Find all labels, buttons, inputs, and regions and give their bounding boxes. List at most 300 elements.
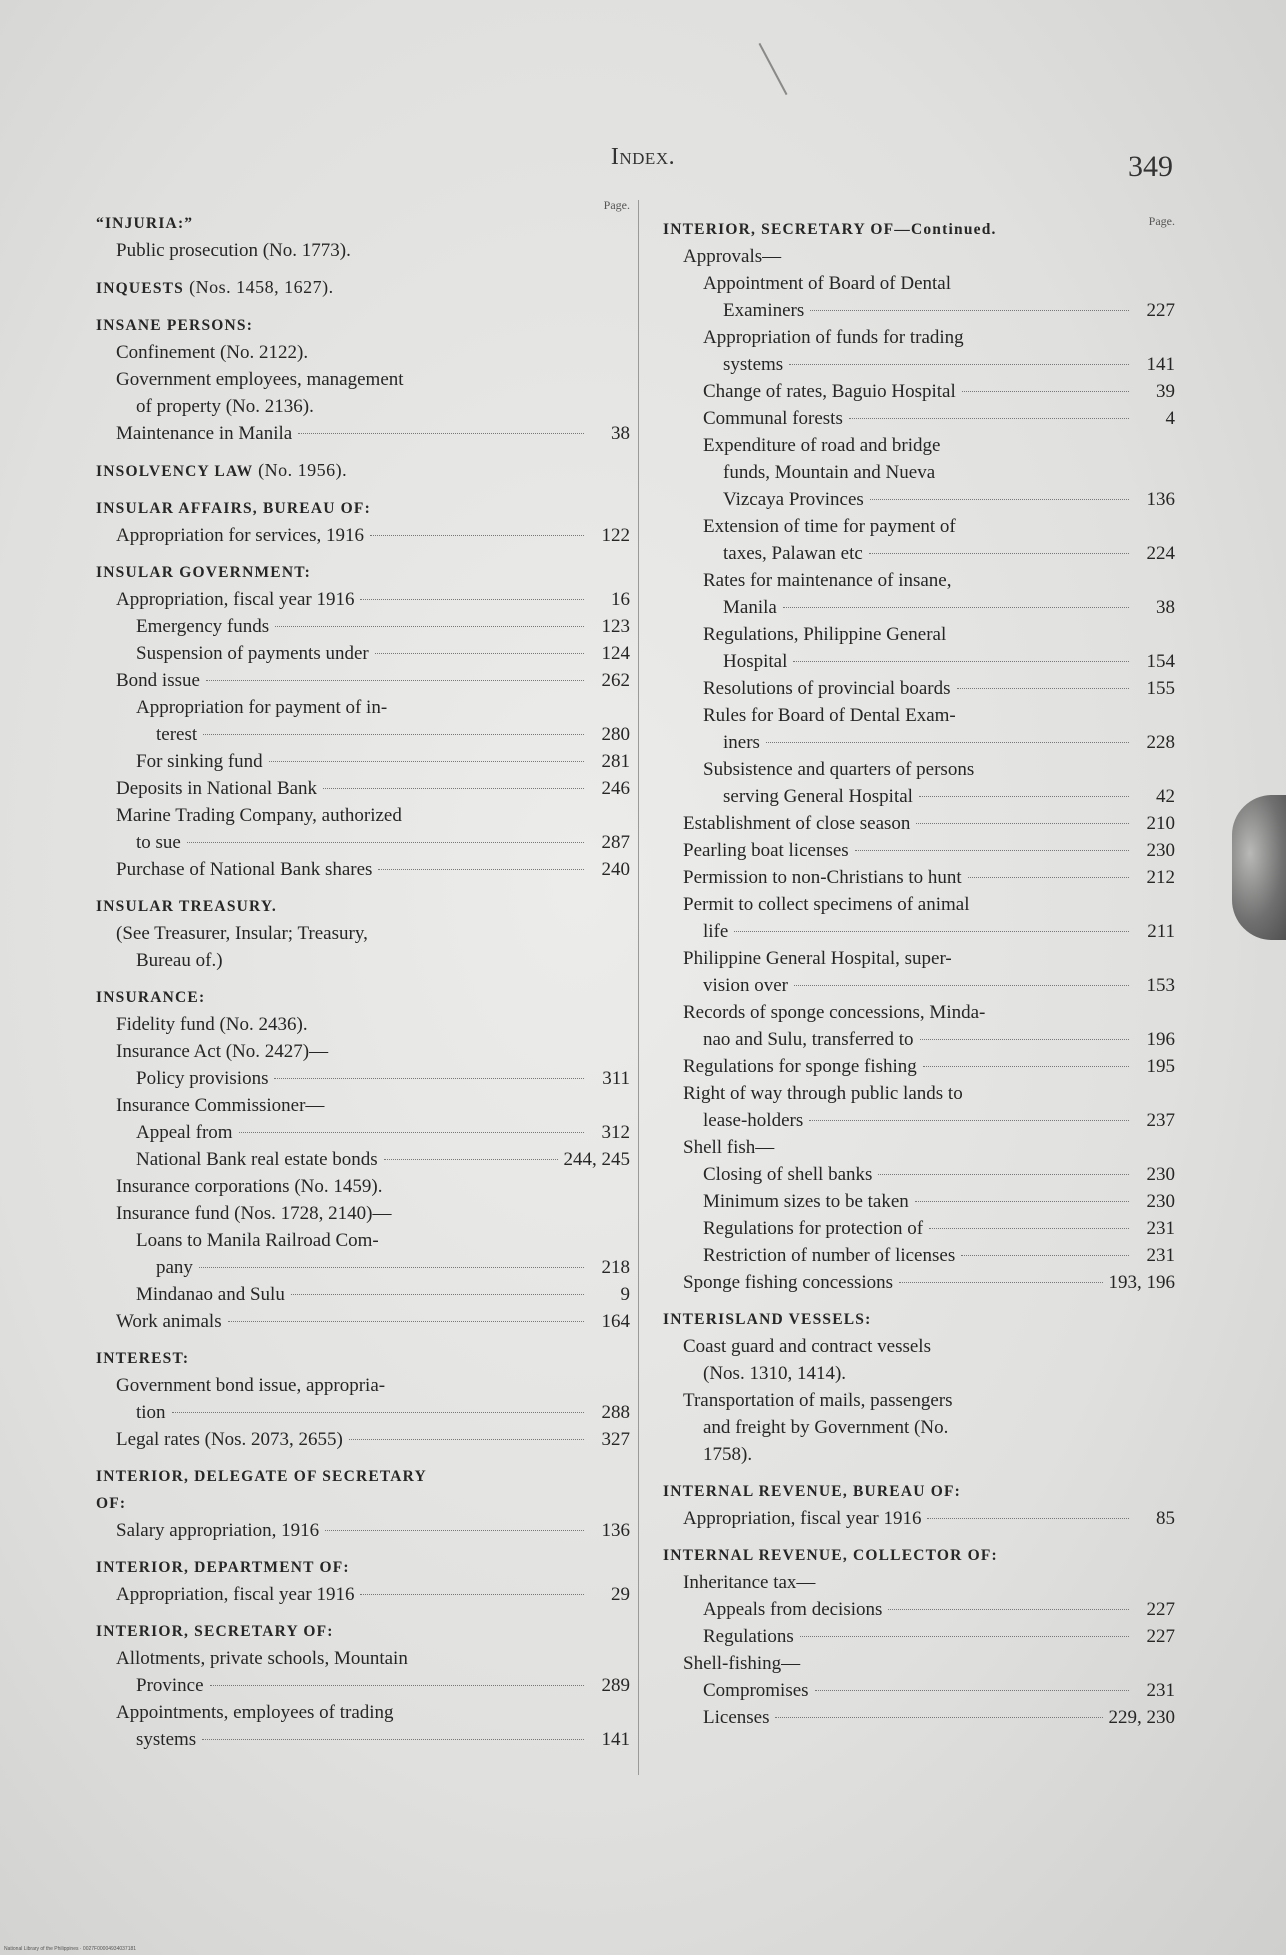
entry-text: terest [156, 724, 198, 745]
dot-leader [349, 1439, 584, 1440]
index-heading [96, 559, 630, 586]
heading-text: INSULAR GOVERNMENT: [96, 564, 311, 581]
page-reference: 153 [1146, 975, 1175, 996]
entry-text: lease-holders [703, 1110, 804, 1131]
dot-leader [323, 788, 584, 789]
page-reference: 281 [601, 751, 630, 772]
index-heading [96, 274, 630, 302]
page-reference: 227 [1146, 1599, 1175, 1620]
entry-text: Sponge fishing concessions [683, 1272, 894, 1293]
entry-text: Emergency funds [136, 616, 270, 637]
index-entry [663, 1242, 1175, 1269]
page-reference: 218 [601, 1257, 630, 1278]
entry-text: Licenses [703, 1707, 770, 1728]
index-entry [96, 586, 630, 613]
index-entry [96, 667, 630, 694]
heading-text: INTERNAL REVENUE, BUREAU OF: [663, 1483, 961, 1500]
page-reference: 230 [1146, 840, 1175, 861]
index-entry [663, 648, 1175, 675]
page-reference: 141 [601, 1729, 630, 1750]
page-reference: 210 [1146, 813, 1175, 834]
page-reference: 29 [611, 1584, 630, 1605]
index-entry [663, 918, 1175, 945]
entry-text: Province [136, 1675, 204, 1696]
dot-leader [291, 1294, 584, 1295]
page-reference: 16 [611, 589, 630, 610]
entry-text: Establishment of close season [683, 813, 911, 834]
dot-leader [269, 761, 584, 762]
page-reference: 231 [1146, 1245, 1175, 1266]
index-entry [663, 1360, 1175, 1387]
index-heading [96, 1463, 630, 1490]
page-number: 349 [1128, 150, 1173, 183]
index-entry [663, 594, 1175, 621]
index-entry [663, 1623, 1175, 1650]
dot-leader [968, 877, 1129, 878]
index-heading [96, 495, 630, 522]
entry-text: Bureau of.) [136, 950, 223, 971]
entry-text: Insurance Act (No. 2427)— [116, 1041, 329, 1062]
index-entry [96, 1517, 630, 1544]
index-entry [663, 1026, 1175, 1053]
index-entry [663, 621, 1175, 648]
index-entry [96, 748, 630, 775]
page-reference: 311 [602, 1068, 630, 1089]
dot-leader [927, 1518, 1129, 1519]
entry-text: Government bond issue, appropria- [116, 1375, 386, 1396]
page-reference: 141 [1146, 354, 1175, 375]
index-entry [663, 1269, 1175, 1296]
entry-text: tion [136, 1402, 166, 1423]
dot-leader [962, 391, 1129, 392]
heading-text: INQUESTS [96, 280, 184, 297]
index-entry [96, 1645, 630, 1672]
page-reference: 229, 230 [1108, 1707, 1175, 1728]
index-entry [663, 783, 1175, 810]
entry-text: Resolutions of provincial boards [703, 678, 951, 699]
heading-text: INTEREST: [96, 1350, 190, 1367]
index-entry [96, 1065, 630, 1092]
index-entry [663, 1414, 1175, 1441]
index-entry [96, 1372, 630, 1399]
index-entry [663, 1650, 1175, 1677]
dot-leader [370, 535, 584, 536]
entry-text: Marine Trading Company, authorized [116, 805, 402, 826]
page-reference: 227 [1146, 1626, 1175, 1647]
dot-leader [199, 1267, 584, 1268]
index-entry [96, 1200, 630, 1227]
index-entry [96, 802, 630, 829]
index-entry [663, 675, 1175, 702]
index-entry [96, 775, 630, 802]
index-entry [663, 702, 1175, 729]
entry-text: Deposits in National Bank [116, 778, 318, 799]
page-reference: 231 [1146, 1218, 1175, 1239]
entry-text: Work animals [116, 1311, 222, 1332]
entry-text: pany [156, 1257, 193, 1278]
entry-text: National Bank real estate bonds [136, 1149, 378, 1170]
dot-leader [239, 1132, 584, 1133]
index-entry [663, 1161, 1175, 1188]
index-heading [96, 457, 630, 485]
dot-leader [957, 688, 1130, 689]
page-reference: 123 [601, 616, 630, 637]
dot-leader [783, 607, 1129, 608]
entry-text: Salary appropriation, 1916 [116, 1520, 320, 1541]
entry-text: Public prosecution (No. 1773). [116, 240, 351, 261]
index-entry [663, 1080, 1175, 1107]
index-entry [96, 522, 630, 549]
entry-text: Loans to Manila Railroad Com- [136, 1230, 379, 1251]
entry-text: Shell-fishing— [683, 1653, 801, 1674]
dot-leader [923, 1066, 1129, 1067]
page-reference: 280 [601, 724, 630, 745]
index-entry [663, 972, 1175, 999]
index-heading [96, 1554, 630, 1581]
heading-reference: (No. 1956). [258, 460, 348, 480]
index-entry [96, 829, 630, 856]
dot-leader [360, 1594, 584, 1595]
heading-text: “INJURIA:” [96, 215, 194, 232]
heading-text: INTERNAL REVENUE, COLLECTOR OF: [663, 1547, 998, 1564]
entry-text: Change of rates, Baguio Hospital [703, 381, 956, 402]
page-reference: 227 [1146, 300, 1175, 321]
dot-leader [793, 661, 1129, 662]
entry-text: Insurance corporations (No. 1459). [116, 1176, 383, 1197]
entry-text: Allotments, private schools, Mountain [116, 1648, 408, 1669]
left-column [96, 198, 630, 1753]
entry-text: serving General Hospital [723, 786, 913, 807]
scan-credit: National Library of the Philippines · 0027F00004934037181 [4, 1946, 137, 1952]
dot-leader [849, 418, 1129, 419]
dot-leader [766, 742, 1129, 743]
index-entry [663, 729, 1175, 756]
dot-leader [274, 1078, 584, 1079]
entry-text: Extension of time for payment of [703, 516, 956, 537]
page-reference: 231 [1146, 1680, 1175, 1701]
entry-text: Regulations, Philippine General [703, 624, 947, 645]
dot-leader [888, 1609, 1129, 1610]
entry-text: Minimum sizes to be taken [703, 1191, 909, 1212]
entry-text: Approvals— [683, 246, 782, 267]
entry-text: Transportation of mails, passengers [683, 1390, 953, 1411]
index-entry [96, 237, 630, 264]
index-entry [96, 947, 630, 974]
dot-leader [203, 734, 584, 735]
index-heading [663, 1478, 1175, 1505]
page-reference: 154 [1146, 651, 1175, 672]
dot-leader [809, 1120, 1129, 1121]
index-entry [96, 366, 630, 393]
dot-leader [919, 796, 1129, 797]
index-entry [663, 1569, 1175, 1596]
page-reference: 287 [601, 832, 630, 853]
page-reference: 85 [1156, 1508, 1175, 1529]
page-reference: 136 [1146, 489, 1175, 510]
entry-text: Regulations [703, 1626, 794, 1647]
index-entry [663, 1387, 1175, 1414]
entry-text: Appropriation for services, 1916 [116, 525, 364, 546]
index-entry [96, 393, 630, 420]
entry-text: Manila [723, 597, 777, 618]
entry-text: life [703, 921, 729, 942]
entry-text: Appropriation for payment of in- [136, 697, 388, 718]
dot-leader [899, 1282, 1102, 1283]
heading-text: INSANE PERSONS: [96, 317, 254, 334]
entry-text: (Nos. 1310, 1414). [703, 1363, 847, 1384]
left-page-label: Page. [603, 198, 630, 212]
page-reference: 327 [601, 1429, 630, 1450]
heading-text: OF: [96, 1495, 127, 1512]
dot-leader [206, 680, 584, 681]
entry-text: Fidelity fund (No. 2436). [116, 1014, 308, 1035]
dot-leader [325, 1530, 584, 1531]
page-reference: 193, 196 [1108, 1272, 1175, 1293]
page-reference: 244, 245 [563, 1149, 630, 1170]
index-heading [96, 1490, 630, 1517]
page-reference: 9 [620, 1284, 630, 1305]
index-entry [96, 1308, 630, 1335]
entry-text: Inheritance tax— [683, 1572, 816, 1593]
dot-leader [855, 850, 1129, 851]
index-entry [96, 1092, 630, 1119]
entry-text: Appointments, employees of trading [116, 1702, 394, 1723]
index-entry [663, 351, 1175, 378]
index-entry [663, 1215, 1175, 1242]
entry-text: Confinement (No. 2122). [116, 342, 309, 363]
page-reference: 228 [1146, 732, 1175, 753]
thumb-shadow [1232, 795, 1286, 940]
entry-text: taxes, Palawan etc [723, 543, 863, 564]
entry-text: Bond issue [116, 670, 200, 691]
index-entry [663, 459, 1175, 486]
page-reference: 230 [1146, 1164, 1175, 1185]
dot-leader [202, 1739, 584, 1740]
index-entry [663, 1107, 1175, 1134]
heading-text: INSURANCE: [96, 989, 206, 1006]
dot-leader [228, 1321, 584, 1322]
page-reference: 38 [611, 423, 630, 444]
index-entry [663, 837, 1175, 864]
index-entry [663, 513, 1175, 540]
index-entry [663, 999, 1175, 1026]
heading-text: INTERIOR, DELEGATE OF SECRETARY [96, 1468, 427, 1485]
entry-text: iners [723, 732, 760, 753]
page-reference: 136 [601, 1520, 630, 1541]
index-entry [663, 1704, 1175, 1731]
left-entry-list [96, 210, 630, 1753]
index-entry [663, 405, 1175, 432]
index-entry [96, 1672, 630, 1699]
index-entry [663, 270, 1175, 297]
dot-leader [961, 1255, 1129, 1256]
entry-text: Government employees, management [116, 369, 404, 390]
entry-text: Appropriation, fiscal year 1916 [116, 1584, 355, 1605]
dot-leader [187, 842, 584, 843]
right-entry-list [663, 198, 1175, 1731]
index-entry [663, 1333, 1175, 1360]
index-entry [663, 1596, 1175, 1623]
dot-leader [920, 1039, 1129, 1040]
index-entry [96, 1011, 630, 1038]
entry-text: funds, Mountain and Nueva [723, 462, 936, 483]
entry-text: Communal forests [703, 408, 843, 429]
dot-leader [815, 1690, 1129, 1691]
index-heading [96, 893, 630, 920]
entry-text: (See Treasurer, Insular; Treasury, [116, 923, 368, 944]
entry-text: Right of way through public lands to [683, 1083, 963, 1104]
heading-text: INTERIOR, SECRETARY OF: [96, 1623, 334, 1640]
index-entry [96, 920, 630, 947]
entry-text: Records of sponge concessions, Minda- [683, 1002, 986, 1023]
index-entry [663, 756, 1175, 783]
page-reference: 195 [1146, 1056, 1175, 1077]
entry-text: 1758). [703, 1444, 753, 1465]
dot-leader [810, 310, 1129, 311]
index-entry [663, 567, 1175, 594]
page-reference: 246 [601, 778, 630, 799]
dot-leader [869, 553, 1129, 554]
entry-text: nao and Sulu, transferred to [703, 1029, 914, 1050]
entry-text: Hospital [723, 651, 788, 672]
dot-leader [210, 1685, 584, 1686]
dot-leader [384, 1159, 558, 1160]
index-heading [96, 984, 630, 1011]
index-entry [96, 721, 630, 748]
dot-leader [275, 626, 584, 627]
page-reference: 42 [1156, 786, 1175, 807]
index-entry [663, 324, 1175, 351]
heading-text: INTERIOR, SECRETARY OF—Continued. [663, 221, 997, 238]
entry-text: Appropriation, fiscal year 1916 [116, 589, 355, 610]
index-heading [96, 312, 630, 339]
dot-leader [800, 1636, 1129, 1637]
entry-text: Restriction of number of licenses [703, 1245, 956, 1266]
entry-text: vision over [703, 975, 788, 996]
entry-text: Insurance Commissioner— [116, 1095, 325, 1116]
page-reference: 212 [1146, 867, 1175, 888]
dot-leader [775, 1717, 1102, 1718]
dot-leader [878, 1174, 1129, 1175]
entry-text: Appeal from [136, 1122, 233, 1143]
index-entry [96, 1581, 630, 1608]
index-entry [663, 1441, 1175, 1468]
entry-text: Expenditure of road and bridge [703, 435, 941, 456]
page-reference: 230 [1146, 1191, 1175, 1212]
page-reference: 39 [1156, 381, 1175, 402]
index-entry [96, 1038, 630, 1065]
dot-leader [360, 599, 584, 600]
entry-text: Pearling boat licenses [683, 840, 849, 861]
entry-text: Appropriation of funds for trading [703, 327, 964, 348]
index-heading [663, 1306, 1175, 1333]
index-entry [96, 1227, 630, 1254]
entry-text: Philippine General Hospital, super- [683, 948, 952, 969]
index-entry [96, 1426, 630, 1453]
entry-text: Mindanao and Sulu [136, 1284, 285, 1305]
entry-text: Closing of shell banks [703, 1164, 873, 1185]
dot-leader [794, 985, 1129, 986]
entry-text: Permit to collect specimens of animal [683, 894, 970, 915]
entry-text: Purchase of National Bank shares [116, 859, 373, 880]
entry-text: and freight by Government (No. [703, 1417, 949, 1438]
index-heading [96, 1345, 630, 1372]
page-reference: 237 [1146, 1110, 1175, 1131]
entry-text: Insurance fund (Nos. 1728, 2140)— [116, 1203, 392, 1224]
dot-leader [870, 499, 1129, 500]
dot-leader [929, 1228, 1129, 1229]
entry-text: Vizcaya Provinces [723, 489, 864, 510]
dot-leader [915, 1201, 1129, 1202]
page-reference: 122 [601, 525, 630, 546]
index-entry [96, 1173, 630, 1200]
entry-text: Policy provisions [136, 1068, 269, 1089]
index-entry [663, 810, 1175, 837]
heading-text: INTERISLAND VESSELS: [663, 1311, 872, 1328]
index-entry [663, 1677, 1175, 1704]
entry-text: Rates for maintenance of insane, [703, 570, 952, 591]
running-header-title: Index. [610, 144, 676, 170]
page-reference: 312 [601, 1122, 630, 1143]
entry-text: Compromises [703, 1680, 809, 1701]
index-entry [96, 1726, 630, 1753]
entry-text: Suspension of payments under [136, 643, 369, 664]
entry-text: Shell fish— [683, 1137, 775, 1158]
page-reference: 224 [1146, 543, 1175, 564]
page-reference: 196 [1146, 1029, 1175, 1050]
index-entry [96, 613, 630, 640]
entry-text: of property (No. 2136). [136, 396, 314, 417]
page-reference: 4 [1165, 408, 1175, 429]
heading-reference: (Nos. 1458, 1627). [189, 277, 334, 297]
index-entry [663, 297, 1175, 324]
entry-text: Coast guard and contract vessels [683, 1336, 931, 1357]
scan-scratch [759, 43, 788, 95]
entry-text: Legal rates (Nos. 2073, 2655) [116, 1429, 343, 1450]
index-entry [96, 640, 630, 667]
index-heading [663, 216, 1175, 243]
index-entry [96, 694, 630, 721]
dot-leader [172, 1412, 584, 1413]
index-entry [96, 856, 630, 883]
index-entry [663, 1188, 1175, 1215]
index-entry [96, 1146, 630, 1173]
index-entry [663, 945, 1175, 972]
index-entry [663, 1505, 1175, 1532]
heading-text: INSULAR TREASURY. [96, 898, 277, 915]
index-entry [663, 891, 1175, 918]
entry-text: systems [136, 1729, 197, 1750]
entry-text: Examiners [723, 300, 805, 321]
index-heading [663, 1542, 1175, 1569]
index-entry [96, 339, 630, 366]
entry-text: Maintenance in Manila [116, 423, 293, 444]
index-entry [96, 1281, 630, 1308]
page-reference: 164 [601, 1311, 630, 1332]
page-reference: 211 [1147, 921, 1175, 942]
entry-text: For sinking fund [136, 751, 263, 772]
entry-text: Appointment of Board of Dental [703, 273, 952, 294]
page-reference: 289 [601, 1675, 630, 1696]
index-entry [96, 420, 630, 447]
entry-text: Regulations for protection of [703, 1218, 924, 1239]
page-reference: 124 [601, 643, 630, 664]
entry-text: Subsistence and quarters of persons [703, 759, 975, 780]
index-entry [663, 540, 1175, 567]
page-reference: 240 [601, 859, 630, 880]
entry-text: to sue [136, 832, 181, 853]
index-heading [96, 210, 630, 237]
